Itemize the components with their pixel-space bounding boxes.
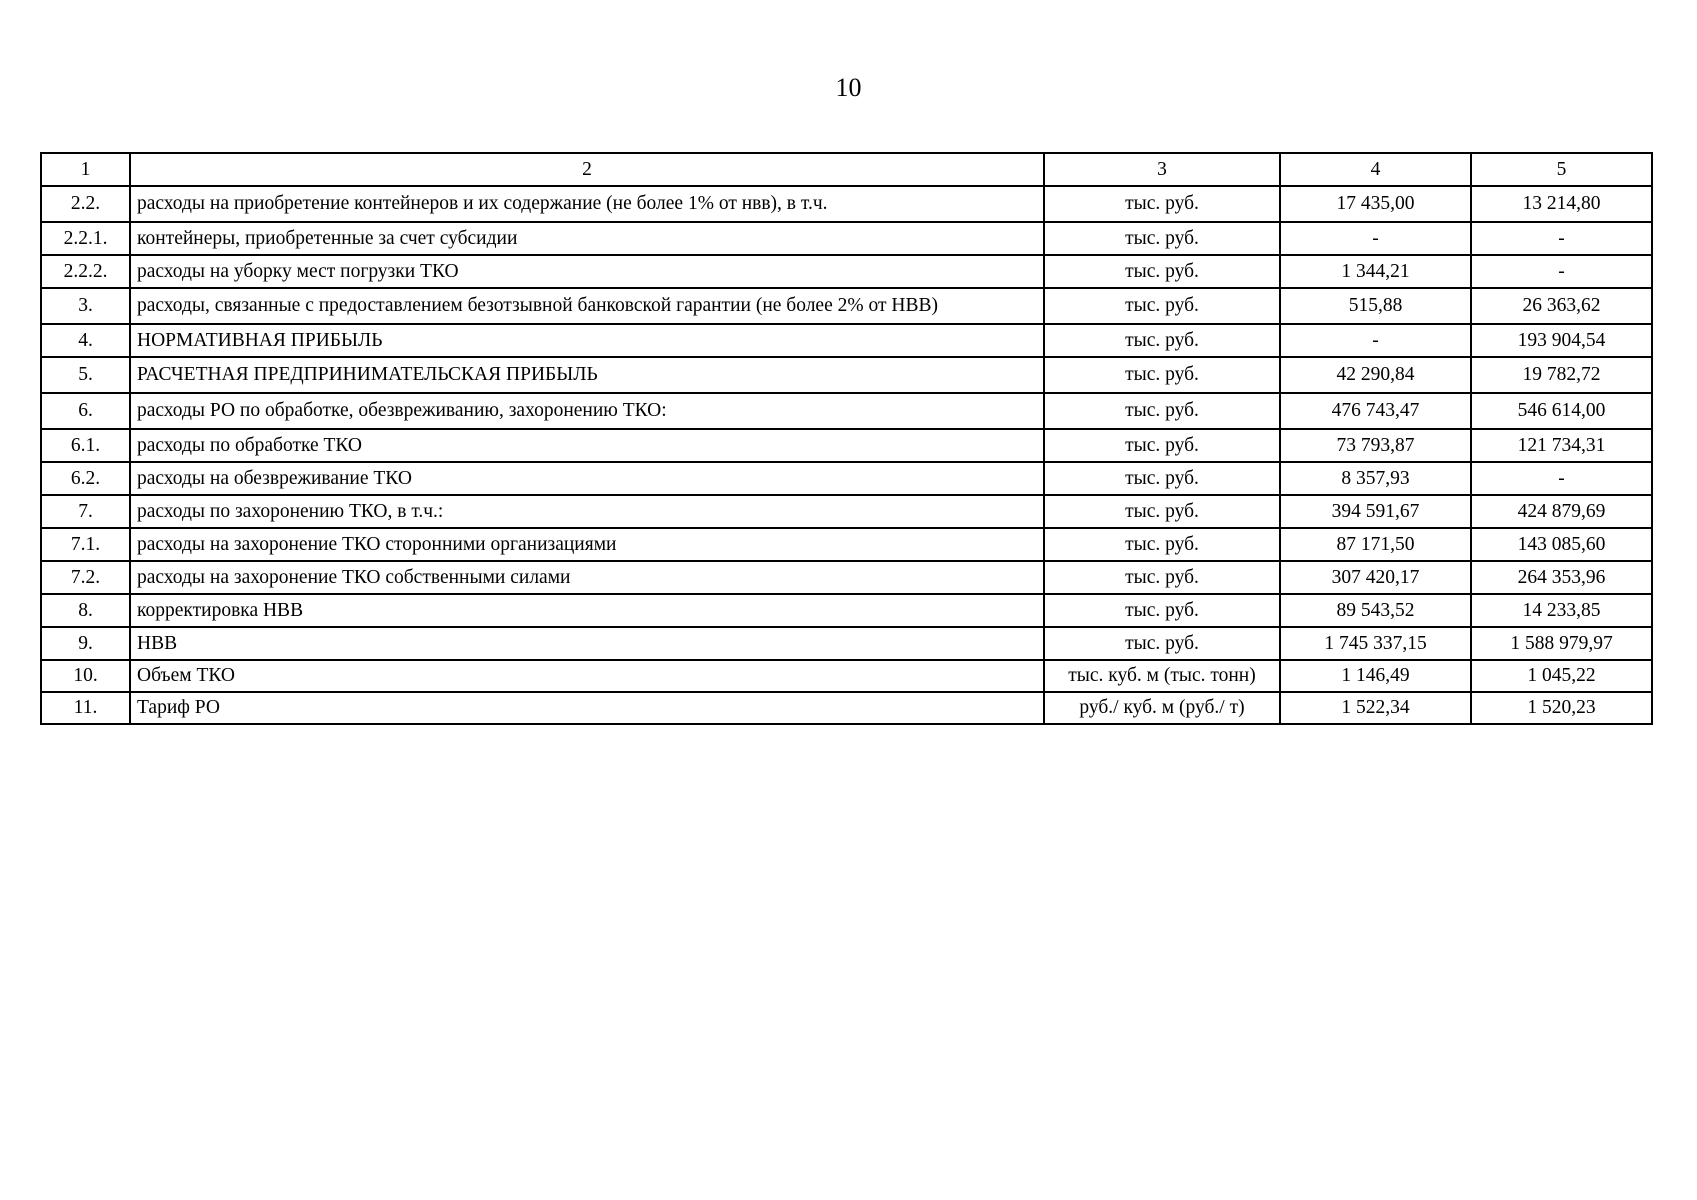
- row-value-5: -: [1471, 222, 1652, 255]
- row-value-4: 307 420,17: [1280, 561, 1471, 594]
- row-value-5: 13 214,80: [1471, 186, 1652, 222]
- row-number: 6.2.: [41, 462, 130, 495]
- row-number: 10.: [41, 660, 130, 692]
- row-name: расходы на уборку мест погрузки ТКО: [130, 255, 1044, 288]
- row-number: 7.1.: [41, 528, 130, 561]
- row-unit: тыс. руб.: [1044, 222, 1280, 255]
- row-value-4: 87 171,50: [1280, 528, 1471, 561]
- row-value-5: 121 734,31: [1471, 429, 1652, 462]
- table-row: [41, 561, 1652, 594]
- column-header-3: 3: [1044, 153, 1280, 186]
- table-row: [41, 324, 1652, 357]
- row-value-4: 476 743,47: [1280, 393, 1471, 429]
- row-value-4: 1 344,21: [1280, 255, 1471, 288]
- row-number: 2.2.2.: [41, 255, 130, 288]
- row-value-5: 1 588 979,97: [1471, 627, 1652, 660]
- row-number: 6.: [41, 393, 130, 429]
- row-name: расходы по обработке ТКО: [130, 429, 1044, 462]
- row-value-5: 14 233,85: [1471, 594, 1652, 627]
- row-name: расходы на захоронение ТКО собственными силами: [130, 561, 1044, 594]
- row-unit: тыс. руб.: [1044, 357, 1280, 393]
- row-name: РАСЧЕТНАЯ ПРЕДПРИНИМАТЕЛЬСКАЯ ПРИБЫЛЬ: [130, 357, 1044, 393]
- row-value-4: 1 745 337,15: [1280, 627, 1471, 660]
- table-row: [41, 255, 1652, 288]
- table-row: [41, 528, 1652, 561]
- row-name: Тариф РО: [130, 692, 1044, 724]
- row-value-4: 89 543,52: [1280, 594, 1471, 627]
- row-name: НОРМАТИВНАЯ ПРИБЫЛЬ: [130, 324, 1044, 357]
- row-value-5: 193 904,54: [1471, 324, 1652, 357]
- row-number: 11.: [41, 692, 130, 724]
- table-row: [41, 692, 1652, 724]
- row-value-4: -: [1280, 324, 1471, 357]
- page-number: 10: [835, 73, 862, 102]
- row-name: Объем ТКО: [130, 660, 1044, 692]
- row-value-5: -: [1471, 255, 1652, 288]
- row-number: 6.1.: [41, 429, 130, 462]
- row-number: 3.: [41, 288, 130, 324]
- row-unit: тыс. руб.: [1044, 561, 1280, 594]
- row-number: 7.2.: [41, 561, 130, 594]
- row-unit: тыс. руб.: [1044, 255, 1280, 288]
- table-row: [41, 393, 1652, 429]
- row-number: 4.: [41, 324, 130, 357]
- table-row: [41, 627, 1652, 660]
- row-value-5: 424 879,69: [1471, 495, 1652, 528]
- row-name: расходы на захоронение ТКО сторонними организациями: [130, 528, 1044, 561]
- row-number: 9.: [41, 627, 130, 660]
- row-unit: тыс. руб.: [1044, 627, 1280, 660]
- row-name: расходы, связанные с предоставлением безотзывной банковской гарантии (не более 2% от НВВ): [130, 288, 1044, 324]
- row-value-5: 1 520,23: [1471, 692, 1652, 724]
- table-row: [41, 594, 1652, 627]
- row-value-5: -: [1471, 462, 1652, 495]
- row-number: 8.: [41, 594, 130, 627]
- row-unit: тыс. руб.: [1044, 528, 1280, 561]
- row-name: расходы по захоронению ТКО, в т.ч.:: [130, 495, 1044, 528]
- row-name: расходы РО по обработке, обезвреживанию, захоронению ТКО:: [130, 393, 1044, 429]
- row-value-5: 264 353,96: [1471, 561, 1652, 594]
- row-name: расходы на обезвреживание ТКО: [130, 462, 1044, 495]
- row-unit: тыс. руб.: [1044, 495, 1280, 528]
- row-unit: тыс. куб. м (тыс. тонн): [1044, 660, 1280, 692]
- row-unit: тыс. руб.: [1044, 288, 1280, 324]
- table-header-row: [41, 153, 1652, 186]
- row-name: НВВ: [130, 627, 1044, 660]
- tariff-table: [40, 152, 1653, 725]
- row-name: контейнеры, приобретенные за счет субсидии: [130, 222, 1044, 255]
- row-number: 7.: [41, 495, 130, 528]
- row-value-4: 42 290,84: [1280, 357, 1471, 393]
- row-value-4: 8 357,93: [1280, 462, 1471, 495]
- table-row: [41, 660, 1652, 692]
- row-unit: тыс. руб.: [1044, 594, 1280, 627]
- row-value-5: 143 085,60: [1471, 528, 1652, 561]
- row-name: расходы на приобретение контейнеров и их содержание (не более 1% от нвв), в т.ч.: [130, 186, 1044, 222]
- row-value-5: 1 045,22: [1471, 660, 1652, 692]
- row-name: корректировка НВВ: [130, 594, 1044, 627]
- table-row: [41, 186, 1652, 222]
- column-header-4: 4: [1280, 153, 1471, 186]
- row-unit: тыс. руб.: [1044, 429, 1280, 462]
- row-value-4: 515,88: [1280, 288, 1471, 324]
- row-number: 5.: [41, 357, 130, 393]
- table-row: [41, 288, 1652, 324]
- row-value-4: 1 146,49: [1280, 660, 1471, 692]
- row-number: 2.2.: [41, 186, 130, 222]
- table-row: [41, 357, 1652, 393]
- table-row: [41, 462, 1652, 495]
- row-number: 2.2.1.: [41, 222, 130, 255]
- row-unit: тыс. руб.: [1044, 393, 1280, 429]
- table-row: [41, 495, 1652, 528]
- row-unit: тыс. руб.: [1044, 186, 1280, 222]
- row-value-4: 73 793,87: [1280, 429, 1471, 462]
- row-unit: тыс. руб.: [1044, 324, 1280, 357]
- table-row: [41, 429, 1652, 462]
- row-unit: руб./ куб. м (руб./ т): [1044, 692, 1280, 724]
- row-value-4: 1 522,34: [1280, 692, 1471, 724]
- row-value-4: -: [1280, 222, 1471, 255]
- column-header-1: 1: [41, 153, 130, 186]
- row-value-5: 26 363,62: [1471, 288, 1652, 324]
- row-value-4: 17 435,00: [1280, 186, 1471, 222]
- row-value-5: 546 614,00: [1471, 393, 1652, 429]
- column-header-2: 2: [130, 153, 1044, 186]
- table-row: [41, 222, 1652, 255]
- row-value-5: 19 782,72: [1471, 357, 1652, 393]
- row-value-4: 394 591,67: [1280, 495, 1471, 528]
- column-header-5: 5: [1471, 153, 1652, 186]
- row-unit: тыс. руб.: [1044, 462, 1280, 495]
